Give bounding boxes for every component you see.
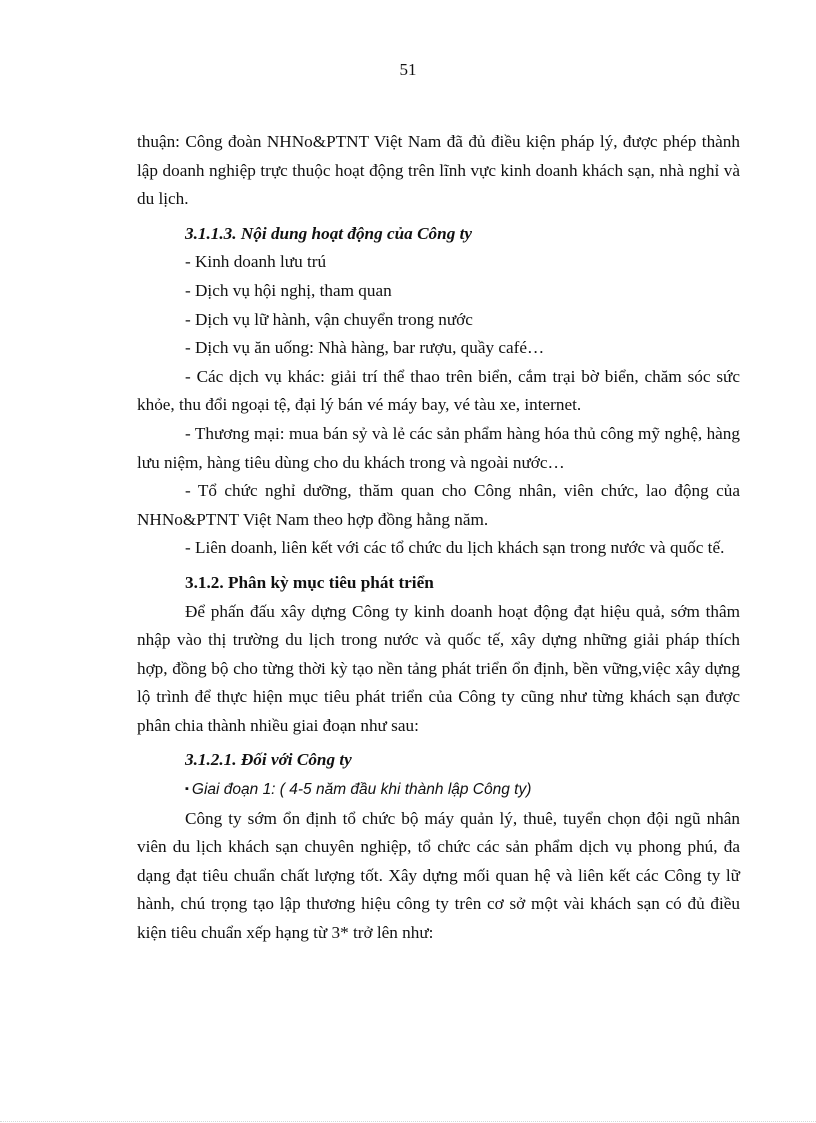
list-item: - Kinh doanh lưu trú bbox=[185, 252, 327, 272]
list-item: - Các dịch vụ khác: giải trí thể thao trên biển, cắm trại bờ biển, chăm sóc sức khỏe, thu đổi ngoại tệ, đại lý bán vé máy bay, vé tàu xe, internet. bbox=[137, 366, 740, 415]
list-item: - Dịch vụ hội nghị, tham quan bbox=[185, 280, 392, 300]
list-item: - Liên doanh, liên kết với các tổ chức du lịch khách sạn trong nước và quốc tế. bbox=[185, 538, 725, 558]
section-heading-3-1-2: 3.1.2. Phân kỳ mục tiêu phát triển bbox=[185, 572, 434, 592]
list-item: - Thương mại: mua bán sỷ và lẻ các sản phẩm hàng hóa thủ công mỹ nghệ, hàng lưu niệm, hàng tiêu dùng cho du khách trong và ngoài nước… bbox=[137, 423, 740, 472]
page-bottom-rule bbox=[0, 1121, 816, 1122]
section-paragraph: Để phấn đấu xây dựng Công ty kinh doanh hoạt động đạt hiệu quả, sớm thâm nhập vào thị trường du lịch trong nước và quốc tế, xây dựng những giải pháp thích hợp, đồng bộ cho từng thời kỳ tạo nền tảng phát triển ổn định, bền vững,việc xây dựng lộ trình để thực hiện mục tiêu phát triển của Công ty cũng như từng khách sạn được phân chia thành nhiều giai đoạn như sau: bbox=[137, 601, 740, 735]
stage-paragraph: Công ty sớm ổn định tổ chức bộ máy quản lý, thuê, tuyển chọn đội ngũ nhân viên du lịch khách sạn chuyên nghiệp, tổ chức các sản phẩm dịch vụ phong phú, đa dạng đạt tiêu chuẩn chất lượng tốt. Xây dựng mối quan hệ và liên kết các Công ty lữ hành, chú trọng tạo lập thương hiệu công ty trên cơ sở một vài khách sạn có đủ điều kiện tiêu chuẩn xếp hạng từ 3* trở lên như: bbox=[137, 808, 740, 943]
document-body bbox=[137, 128, 740, 948]
opening-paragraph: thuận: Công đoàn NHNo&PTNT Việt Nam đã đủ điều kiện pháp lý, được phép thành lập doanh nghiệp trực thuộc hoạt động trên lĩnh vực kinh doanh khách sạn, nhà nghỉ và du lịch. bbox=[137, 132, 740, 209]
square-bullet-icon: ▪ bbox=[185, 783, 189, 796]
section-heading-3-1-2-1: 3.1.2.1. Đối với Công ty bbox=[185, 750, 352, 770]
page-number: 51 bbox=[399, 60, 417, 79]
stage-label-text: Giai đoạn 1: ( 4-5 năm đầu khi thành lập Công ty) bbox=[191, 781, 532, 799]
list-item: - Dịch vụ lữ hành, vận chuyển trong nước bbox=[185, 309, 473, 329]
stage-label bbox=[137, 775, 740, 805]
list-item: - Tổ chức nghỉ dưỡng, thăm quan cho Công nhân, viên chức, lao động của NHNo&PTNT Việt Nam theo hợp đồng hằng năm. bbox=[137, 481, 740, 529]
section-heading-3-1-1-3: 3.1.1.3. Nội dung hoạt động của Công ty bbox=[185, 223, 472, 243]
list-item: - Dịch vụ ăn uống: Nhà hàng, bar rượu, quầy café… bbox=[185, 338, 545, 358]
